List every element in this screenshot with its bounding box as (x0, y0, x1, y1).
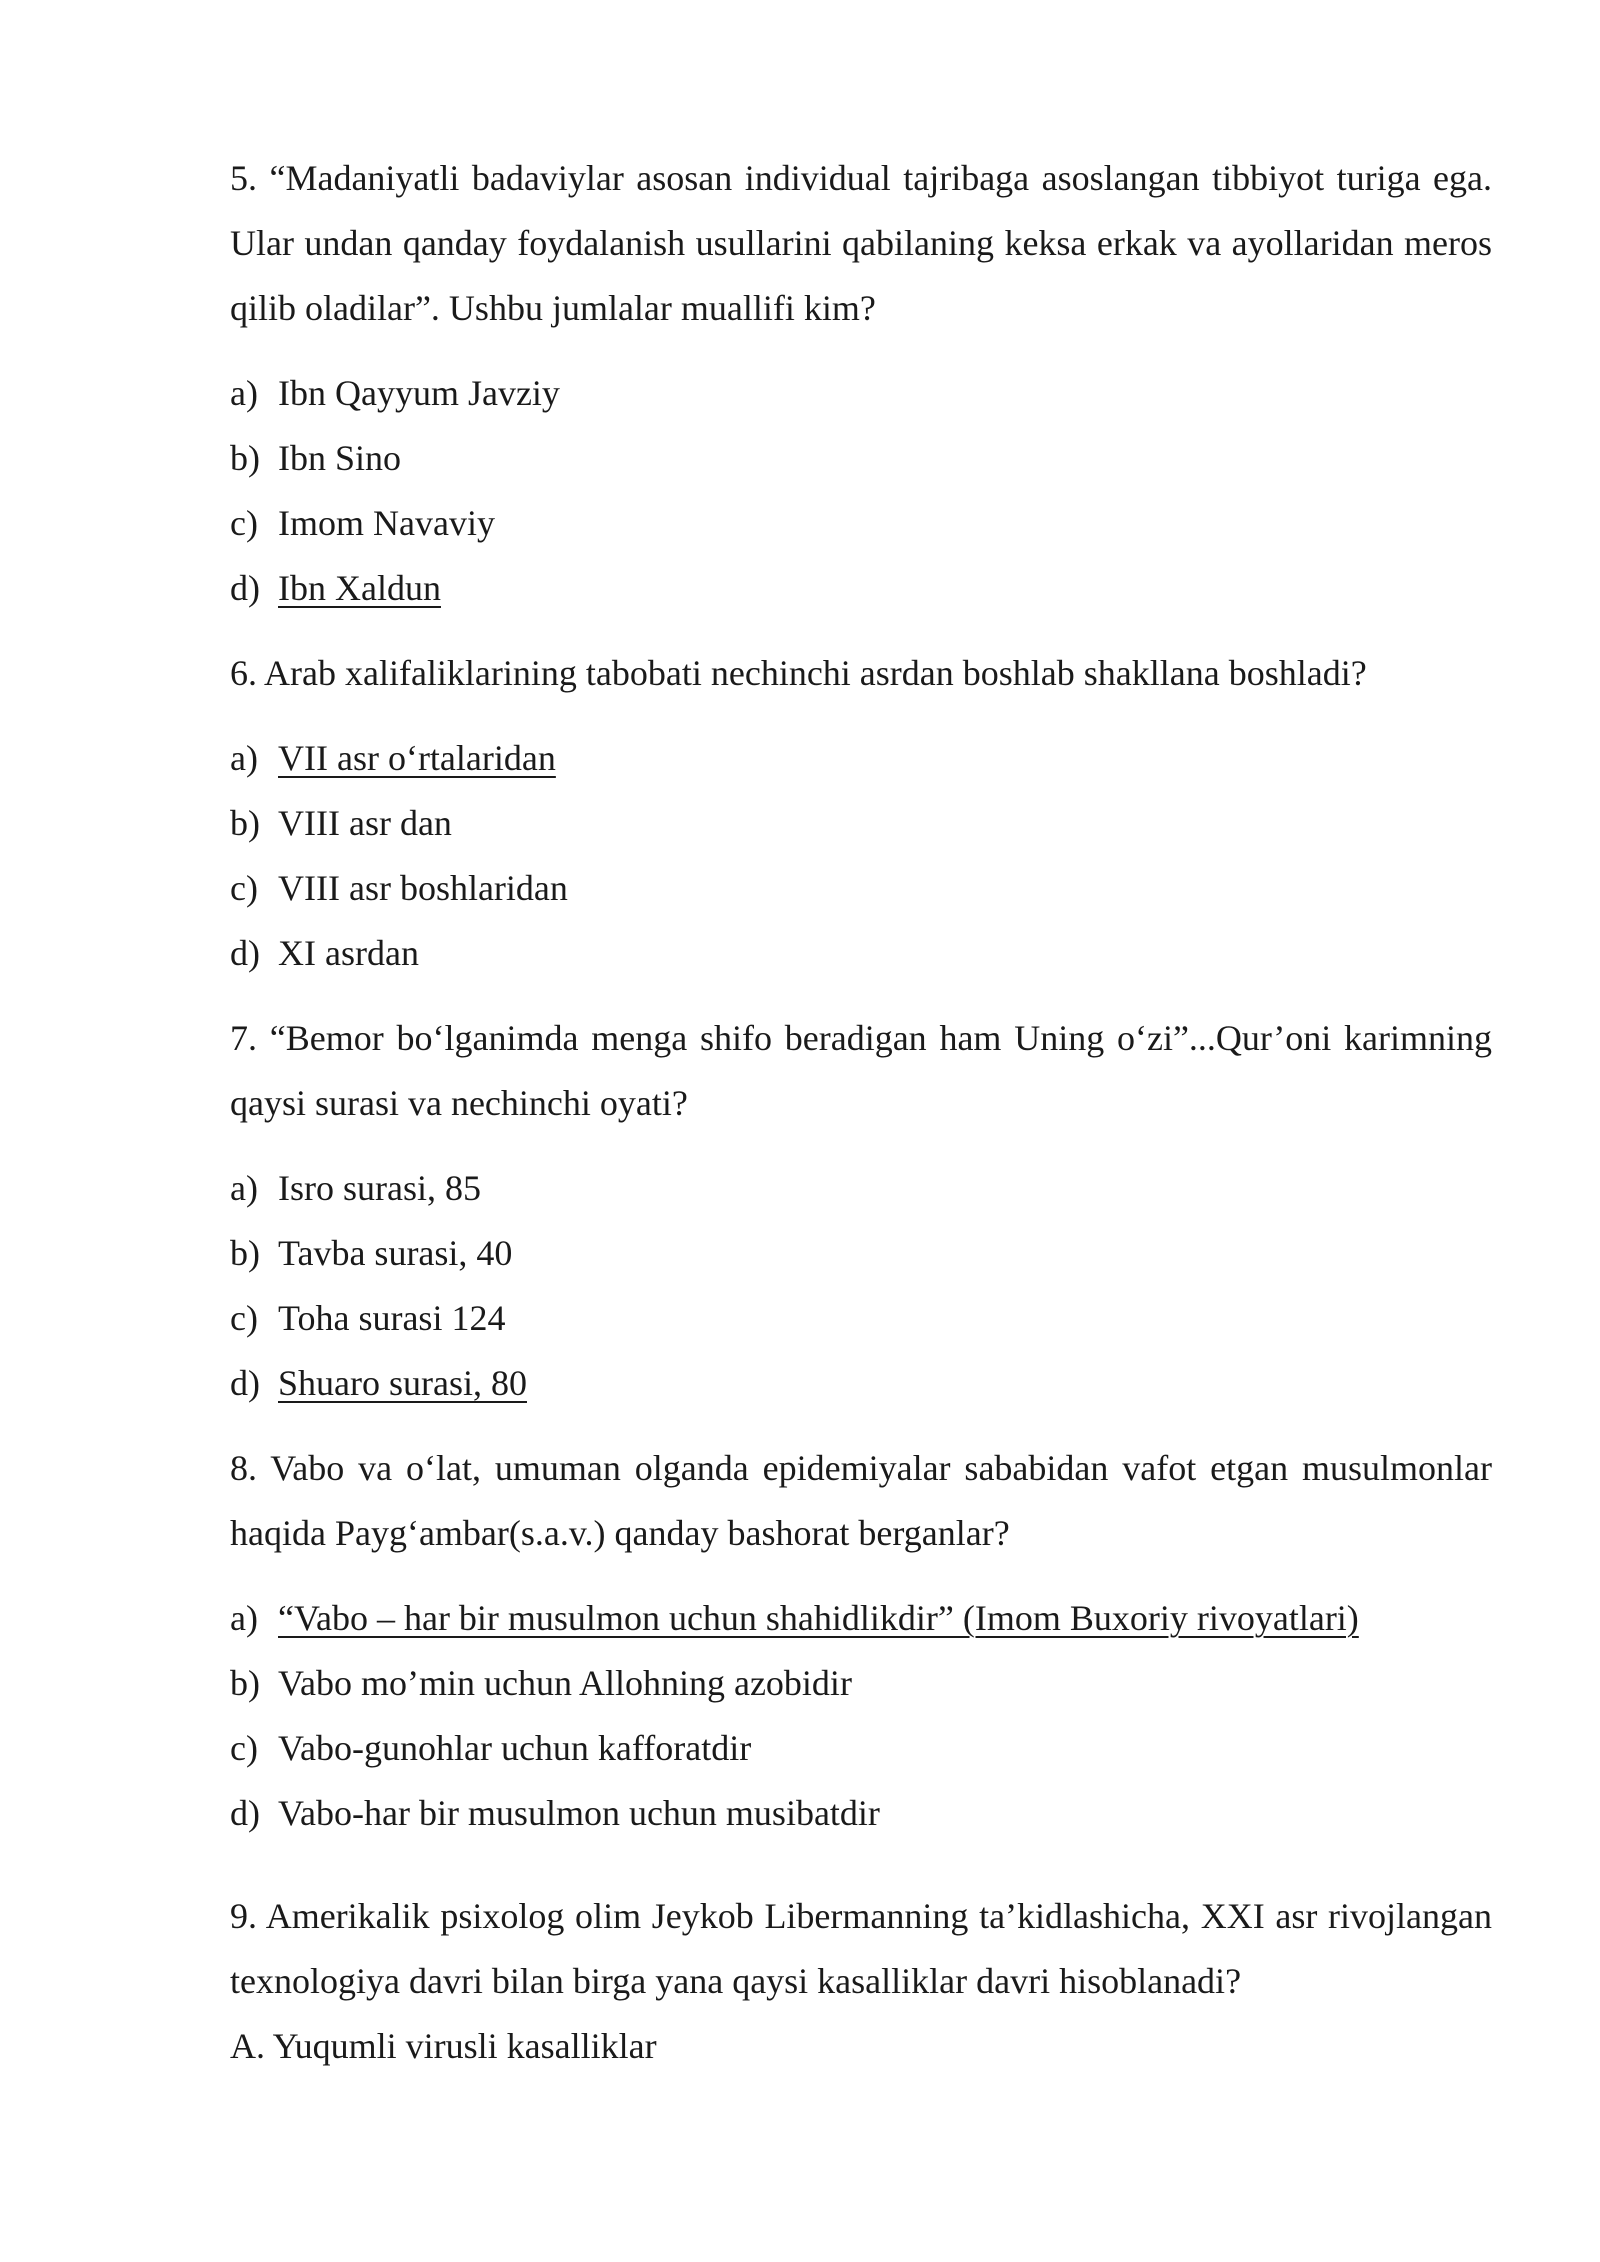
option-item (230, 1781, 1492, 1846)
correct-option-text: Ibn Xaldun (278, 568, 441, 608)
question-block (230, 146, 1492, 621)
option-item (230, 1651, 1492, 1716)
option-item (230, 791, 1492, 856)
option-letter: a) (230, 1168, 258, 1208)
correct-option-text: “Vabo – har bir musulmon uchun shahidlikdir” (Imom Buxoriy rivoyatlari) (278, 1598, 1359, 1638)
option-letter: b) (230, 1663, 260, 1703)
option-letter: b) (230, 1233, 260, 1273)
question-text: 6. Arab xalifaliklarining tabobati nechinchi asrdan boshlab shakllana boshladi? (230, 653, 1367, 693)
option-letter: c) (230, 503, 258, 543)
option-letter: d) (230, 1793, 260, 1833)
option-list (230, 361, 1492, 621)
option-text: VIII asr boshlaridan (278, 868, 568, 908)
option-letter: b) (230, 803, 260, 843)
option-item (230, 556, 1492, 621)
answer-line: A. Yuqumli virusli kasalliklar (230, 2026, 657, 2066)
option-item (230, 921, 1492, 986)
option-letter: d) (230, 568, 260, 608)
option-item (230, 1351, 1492, 1416)
option-text: Isro surasi, 85 (278, 1168, 481, 1208)
option-text: Vabo mo’min uchun Allohning azobidir (278, 1663, 852, 1703)
option-letter: d) (230, 1363, 260, 1403)
option-letter: a) (230, 738, 258, 778)
option-text: Ibn Qayyum Javziy (278, 373, 560, 413)
option-letter: b) (230, 438, 260, 478)
question-text: 9. Amerikalik psixolog olim Jeykob Libermanning ta’kidlashicha, XXI asr rivojlangan texnologiya davri bilan birga yana qaysi kasalliklar davri hisoblanadi? (230, 1896, 1492, 2001)
option-letter: c) (230, 868, 258, 908)
question-block (230, 1436, 1492, 1846)
option-item (230, 1221, 1492, 1286)
question-text: 7. “Bemor bo‘lganimda menga shifo beradigan ham Uning o‘zi”...Qur’oni karimning qaysi surasi va nechinchi oyati? (230, 1018, 1492, 1123)
option-letter: c) (230, 1728, 258, 1768)
option-text: Ibn Sino (278, 438, 402, 478)
option-letter: c) (230, 1298, 258, 1338)
option-text: Imom Navaviy (278, 503, 495, 543)
question-block (230, 1006, 1492, 1416)
option-item (230, 361, 1492, 426)
option-list (230, 726, 1492, 986)
question-text: 8. Vabo va o‘lat, umuman olganda epidemiyalar sababidan vafot etgan musulmonlar haqida Payg‘ambar(s.a.v.) qanday bashorat berganlar? (230, 1448, 1492, 1553)
option-item (230, 726, 1492, 791)
option-text: XI asrdan (278, 933, 419, 973)
option-text: Vabo-har bir musulmon uchun musibatdir (278, 1793, 880, 1833)
option-item (230, 1586, 1492, 1651)
option-item (230, 426, 1492, 491)
option-letter: a) (230, 1598, 258, 1638)
option-item (230, 1286, 1492, 1351)
question-text: 5. “Madaniyatli badaviylar asosan individual tajribaga asoslangan tibbiyot turiga ega. Ular undan qanday foydalanish usullarini qabilaning keksa erkak va ayollaridan meros qilib oladilar”. Ushbu jumlalar muallifi kim? (230, 158, 1492, 328)
option-item (230, 491, 1492, 556)
correct-option-text: Shuaro surasi, 80 (278, 1363, 527, 1403)
option-letter: a) (230, 373, 258, 413)
option-item (230, 856, 1492, 921)
document-page (230, 146, 1492, 2079)
option-list (230, 1586, 1492, 1846)
option-text: Toha surasi 124 (278, 1298, 506, 1338)
option-letter: d) (230, 933, 260, 973)
option-text: Tavba surasi, 40 (278, 1233, 513, 1273)
option-list (230, 1156, 1492, 1416)
option-text: Vabo-gunohlar uchun kafforatdir (278, 1728, 752, 1768)
option-item (230, 1716, 1492, 1781)
correct-option-text: VII asr o‘rtalaridan (278, 738, 556, 778)
question-block (230, 1884, 1492, 2079)
option-text: VIII asr dan (278, 803, 452, 843)
question-block (230, 641, 1492, 986)
option-item (230, 1156, 1492, 1221)
